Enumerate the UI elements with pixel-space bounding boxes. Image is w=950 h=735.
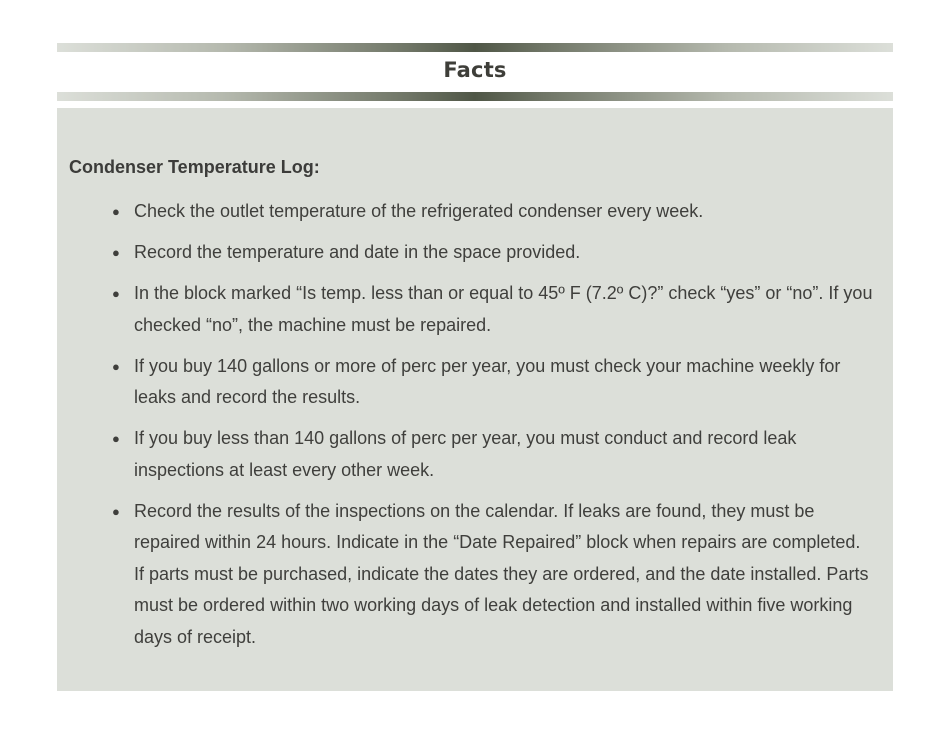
bottom-divider xyxy=(57,92,893,101)
bullet-icon: ● xyxy=(112,245,120,260)
facts-list xyxy=(112,196,874,663)
top-divider xyxy=(57,43,893,52)
list-item-text: If you buy 140 gallons or more of perc per year, you must check your machine weekly for leaks and record the results. xyxy=(134,355,841,407)
list-item-text: Check the outlet temperature of the refrigerated condenser every week. xyxy=(134,201,704,221)
list-item xyxy=(112,237,874,269)
bullet-icon: ● xyxy=(112,431,120,446)
facts-panel xyxy=(57,108,893,691)
list-item-text: Record the results of the inspections on the calendar. If leaks are found, they must be repaired within 24 hours. Indicate in the “Date Repaired” block when repairs are completed. If parts must be purchased, indicate the dates they are ordered, and the date installed. Parts must be ordered within two working days of leak detection and installed within five working days of receipt. xyxy=(134,500,869,647)
list-item xyxy=(112,496,874,654)
bullet-icon: ● xyxy=(112,204,120,219)
list-item xyxy=(112,278,874,341)
list-item-text: In the block marked “Is temp. less than or equal to 45º F (7.2º C)?” check “yes” or “no”. If you checked “no”, the machine must be repaired. xyxy=(134,283,873,335)
list-item xyxy=(112,423,874,486)
list-item xyxy=(112,351,874,414)
bullet-icon: ● xyxy=(112,358,120,374)
page-title: Facts xyxy=(443,58,507,82)
list-item-text: Record the temperature and date in the space provided. xyxy=(134,242,581,262)
list-item-text: If you buy less than 140 gallons of perc per year, you must conduct and record leak inspections at least every other week. xyxy=(134,428,797,480)
section-heading: Condenser Temperature Log: xyxy=(69,157,320,177)
bullet-icon: ● xyxy=(112,503,120,519)
bullet-icon: ● xyxy=(112,286,120,301)
list-item xyxy=(112,196,874,228)
